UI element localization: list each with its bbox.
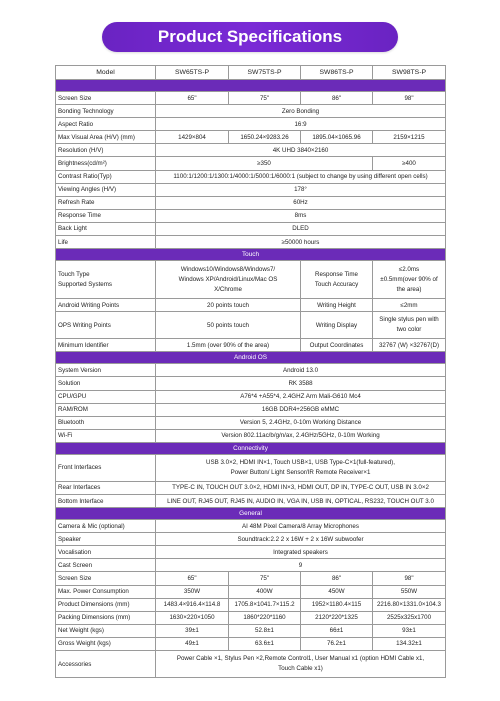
- spec-value: TYPE-C IN, TOUCH OUT 3.0×2, HDMI IN×3, HDMI OUT, DP IN, TYPE-C OUT, USB IN 3.0×2: [156, 481, 446, 494]
- spec-row: [56, 222, 446, 235]
- spec-value: [373, 312, 446, 339]
- spec-label: Solution: [56, 377, 156, 390]
- spec-row: [56, 236, 446, 249]
- spec-value: 1895.04×1065.96: [301, 131, 373, 144]
- spec-label: Aspect Ratio: [56, 118, 156, 131]
- spec-row: [56, 624, 446, 637]
- spec-value: 98": [373, 92, 446, 105]
- spec-row: [56, 390, 446, 403]
- spec-value: 65": [156, 572, 229, 585]
- spec-label: System Version: [56, 364, 156, 377]
- spec-value: 76.2±1: [301, 637, 373, 650]
- spec-value: Version 5, 2.4GHz, 0-10m Working Distance: [156, 416, 446, 429]
- spec-row: [56, 261, 446, 299]
- cell-text-line: two color: [396, 326, 422, 334]
- spec-value: [373, 261, 446, 299]
- spec-value: 1705.8×1041.7×115.2: [229, 598, 301, 611]
- spec-label: Life: [56, 236, 156, 249]
- spec-label: [301, 261, 373, 299]
- cell-text-line: X/Chrome: [214, 285, 242, 293]
- spec-label: Output Coordinates: [301, 339, 373, 352]
- spec-label: Back Light: [56, 222, 156, 235]
- cell-text-line: ≤2.0ms: [398, 265, 420, 273]
- cell-text-line: Supported Systems: [58, 280, 112, 288]
- cell-text-line: ±0.5mm(over 90% of: [380, 275, 438, 283]
- spec-value: 86": [301, 92, 373, 105]
- spec-label: Max. Power Consumption: [56, 585, 156, 598]
- column-header: SW75TS-P: [229, 66, 301, 80]
- section-header-row: [56, 352, 446, 364]
- spec-row: [56, 520, 446, 533]
- cell-text-line: USB 3.0×2, HDMI IN×1, Touch USB×1, USB Type-C×1(full-featured),: [206, 458, 395, 466]
- spec-value: 98": [373, 572, 446, 585]
- spec-value: 75": [229, 92, 301, 105]
- spec-table: [55, 65, 446, 678]
- spec-value: 20 points touch: [156, 299, 301, 312]
- spec-value: 1630×220×1050: [156, 611, 229, 624]
- spec-value: 8ms: [156, 209, 446, 222]
- spec-value: ≥50000 hours: [156, 236, 446, 249]
- spec-value: 63.6±1: [229, 637, 301, 650]
- spec-label: Bottom Interface: [56, 494, 156, 507]
- spec-value: 1100:1/1200:1/1300:1/4000:1/5000:1/6000:1 (subject to change by using different open cells): [156, 170, 446, 183]
- spec-label: Brightness(cd/m²): [56, 157, 156, 170]
- spec-row: [56, 299, 446, 312]
- spec-value: 550W: [373, 585, 446, 598]
- spec-value: 134.32±1: [373, 637, 446, 650]
- connectivity-section-header: Connectivity: [56, 442, 446, 454]
- spec-value: 66±1: [301, 624, 373, 637]
- spec-label: Camera & Mic (optional): [56, 520, 156, 533]
- spec-label: Writing Display: [301, 312, 373, 339]
- section-header-row: [56, 442, 446, 454]
- touch-section-header: Touch: [56, 249, 446, 261]
- spec-value: 2120*220*1325: [301, 611, 373, 624]
- display-section-header: [56, 80, 446, 92]
- spec-value: ≤2mm: [373, 299, 446, 312]
- spec-value: Integrated speakers: [156, 546, 446, 559]
- spec-row: [56, 572, 446, 585]
- spec-label: Max Visual Area (H/V) (mm): [56, 131, 156, 144]
- spec-label: Contrast Ratio(Typ): [56, 170, 156, 183]
- spec-label: CPU/GPU: [56, 390, 156, 403]
- spec-row: [56, 92, 446, 105]
- spec-row: [56, 339, 446, 352]
- spec-value: 39±1: [156, 624, 229, 637]
- cell-text-line: Power Button/ Light Sensor/IR Remote Receiver×1: [230, 468, 371, 476]
- spec-value: 1650.24×9283.26: [229, 131, 301, 144]
- spec-value: 1483.4×916.4×114.8: [156, 598, 229, 611]
- spec-row: [56, 403, 446, 416]
- spec-label: Gross Weight (kgs): [56, 637, 156, 650]
- spec-value: Soundtrack:2.2 2 x 16W + 2 x 16W subwoofer: [156, 533, 446, 546]
- spec-label: Packing Dimensions (mm): [56, 611, 156, 624]
- spec-row: [56, 196, 446, 209]
- spec-value: A76*4 +A55*4, 2.4GHZ Arm Mali-G610 Mc4: [156, 390, 446, 403]
- spec-row: [56, 131, 446, 144]
- spec-row: [56, 157, 446, 170]
- spec-value: Version 802.11ac/b/g/n/ax, 2.4GHz/5GHz, 0-10m Working: [156, 429, 446, 442]
- cell-text-line: Single stylus pen with: [379, 316, 439, 324]
- spec-label: Viewing Angles (H/V): [56, 183, 156, 196]
- cell-text-line: Response Time: [315, 270, 358, 278]
- spec-row: [56, 598, 446, 611]
- cell-text-line: Windows XP/Android/Linux/Mac OS: [178, 275, 278, 283]
- spec-row: [56, 429, 446, 442]
- spec-label: Bluetooth: [56, 416, 156, 429]
- spec-label: Product Dimensions (mm): [56, 598, 156, 611]
- spec-value: 1.5mm (over 90% of the area): [156, 339, 301, 352]
- spec-row: [56, 183, 446, 196]
- spec-label: Accessories: [56, 651, 156, 678]
- spec-row: [56, 105, 446, 118]
- spec-value: 60Hz: [156, 196, 446, 209]
- cell-text-line: the area): [396, 285, 422, 293]
- spec-row: [56, 454, 446, 481]
- spec-row: [56, 637, 446, 650]
- spec-row: [56, 611, 446, 624]
- spec-label: Bonding Technology: [56, 105, 156, 118]
- cell-text-line: Touch Accuracy: [314, 280, 359, 288]
- spec-value: ≥400: [373, 157, 446, 170]
- spec-label: OPS Writing Points: [56, 312, 156, 339]
- spec-value: 400W: [229, 585, 301, 598]
- spec-value: 16GB DDR4+256GB eMMC: [156, 403, 446, 416]
- spec-label: Front Interfaces: [56, 454, 156, 481]
- column-header: SW86TS-P: [301, 66, 373, 80]
- spec-row: [56, 209, 446, 222]
- spec-value: 2216.80×1331.0×104.3: [373, 598, 446, 611]
- spec-label: RAM/ROM: [56, 403, 156, 416]
- section-header-row: [56, 508, 446, 520]
- spec-value: 178°: [156, 183, 446, 196]
- spec-value: 86": [301, 572, 373, 585]
- spec-value: DLED: [156, 222, 446, 235]
- spec-label: Android Writing Points: [56, 299, 156, 312]
- cell-text-line: Power Cable ×1, Stylus Pen ×2,Remote Control1, User Manual x1 (option HDMI Cable x1,: [176, 655, 425, 662]
- cell-text-line: Touch Cable x1): [278, 665, 323, 672]
- spec-row: [56, 416, 446, 429]
- spec-value: LINE OUT, RJ45 OUT, RJ45 IN, AUDIO IN, VGA IN, USB IN, OPTICAL, RS232, TOUCH OUT 3.0: [156, 494, 446, 507]
- spec-label: Response Time: [56, 209, 156, 222]
- spec-row: [56, 118, 446, 131]
- spec-value: AI 48M Pixel Camera/8 Array Microphones: [156, 520, 446, 533]
- spec-label: Speaker: [56, 533, 156, 546]
- spec-row: [56, 364, 446, 377]
- spec-value: 52.8±1: [229, 624, 301, 637]
- spec-value: Zero Bonding: [156, 105, 446, 118]
- spec-label: Refresh Rate: [56, 196, 156, 209]
- spec-value: 2159×1215: [373, 131, 446, 144]
- spec-value: 32767 (W) ×32767(D): [373, 339, 446, 352]
- spec-label: Screen Size: [56, 572, 156, 585]
- spec-row: [56, 312, 446, 339]
- general-section-header: General: [56, 508, 446, 520]
- spec-value: 4K UHD 3840×2160: [156, 144, 446, 157]
- model-header-row: [56, 66, 446, 80]
- column-header: Model: [56, 66, 156, 80]
- spec-value: 2525x325x1700: [373, 611, 446, 624]
- spec-label: Writing Height: [301, 299, 373, 312]
- spec-value: [156, 454, 446, 481]
- spec-label: Vocalisation: [56, 546, 156, 559]
- spec-label: Cast Screen: [56, 559, 156, 572]
- spec-label: Rear Interfaces: [56, 481, 156, 494]
- cell-text-line: Touch Type: [58, 270, 90, 278]
- spec-row: [56, 546, 446, 559]
- spec-value: RK 3588: [156, 377, 446, 390]
- section-header-row: [56, 80, 446, 92]
- spec-row: [56, 585, 446, 598]
- spec-row: [56, 144, 446, 157]
- spec-value: 75": [229, 572, 301, 585]
- spec-label: Minimum Identifier: [56, 339, 156, 352]
- spec-label: [56, 261, 156, 299]
- spec-value: 50 points touch: [156, 312, 301, 339]
- spec-value: 65": [156, 92, 229, 105]
- spec-value: 1860*220*1160: [229, 611, 301, 624]
- spec-value: ≥350: [156, 157, 373, 170]
- spec-label: Resolution (H/V): [56, 144, 156, 157]
- spec-value: 1429×804: [156, 131, 229, 144]
- spec-value: 93±1: [373, 624, 446, 637]
- section-header-row: [56, 249, 446, 261]
- spec-row: [56, 377, 446, 390]
- spec-value: 1952×1180.4×115: [301, 598, 373, 611]
- spec-row: [56, 494, 446, 507]
- spec-value: Android 13.0: [156, 364, 446, 377]
- spec-value: [156, 261, 301, 299]
- spec-value: [156, 651, 446, 678]
- android-section-header: Android OS: [56, 352, 446, 364]
- spec-row: [56, 559, 446, 572]
- spec-label: Wi-Fi: [56, 429, 156, 442]
- spec-label: Screen Size: [56, 92, 156, 105]
- spec-label: Net Weight (kgs): [56, 624, 156, 637]
- spec-value: 350W: [156, 585, 229, 598]
- spec-value: 9: [156, 559, 446, 572]
- cell-text-line: Windows10/Windows8/Windows7/: [180, 265, 276, 273]
- column-header: SW98TS-P: [373, 66, 446, 80]
- spec-value: 450W: [301, 585, 373, 598]
- page-title: Product Specifications: [102, 22, 398, 52]
- spec-row: [56, 533, 446, 546]
- spec-row: [56, 651, 446, 678]
- column-header: SW65TS-P: [156, 66, 229, 80]
- spec-value: 49±1: [156, 637, 229, 650]
- spec-row: [56, 170, 446, 183]
- spec-value: 16:9: [156, 118, 446, 131]
- spec-row: [56, 481, 446, 494]
